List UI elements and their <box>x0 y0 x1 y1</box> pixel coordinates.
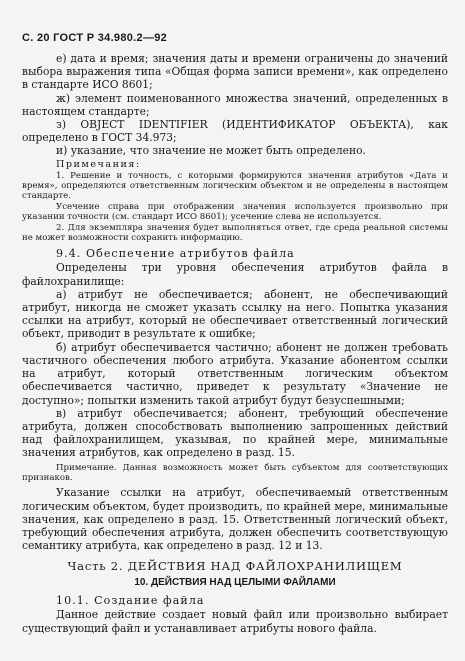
section-heading-9-4: 9.4. Обеспечение атрибутов файла <box>56 247 295 261</box>
section-closing: Указание ссылки на атрибут, обеспечиваемый ответственным логическим объектом, будет производить, по крайней мере, минимальные значения, как определено в разд. 15. Ответственный логический объект, требующий обеспечения атрибута, должен обеспечить соответствующую семантику атрибута, как определено в разд. 12 и 13. <box>22 486 448 553</box>
level-a: а) атрибут не обеспечивается; абонент, не обеспечивающий атрибут, никогда не сможет указать ссылку на него. Попытка указания ссылки на атрибут, который не обеспечивает ответственный логический объект, приводит в результате к ошибке; <box>22 287 448 341</box>
page-header: С. 20 ГОСТ Р 34.980.2—92 <box>22 32 168 44</box>
chapter-heading: 10. ДЕЙСТВИЯ НАД ЦЕЛЫМИ ФАЙЛАМИ <box>134 577 336 589</box>
list-item-zh: ж) элемент поименованного множества значений, определенных в настоящем стандарте; <box>22 91 448 118</box>
list-item-z: з) OBJECT IDENTIFIER (ИДЕНТИФИКАТОР ОБЪЕКТА), как определено в ГОСТ 34.973; <box>22 118 448 145</box>
notes-label: Примечания: <box>56 158 141 170</box>
list-item-i: и) указание, что значение не может быть определено. <box>56 144 366 158</box>
part-heading: Часть 2. ДЕЙСТВИЯ НАД ФАЙЛОХРАНИЛИЩЕМ <box>67 559 403 574</box>
level-b: б) атрибут обеспечивается частично; абонент не должен требовать частичного обеспечения любого атрибута. Указание абонентом ссылки на атрибут, который ответственным логическим объектом обеспечивается частично, приведет к результату «Значение не доступно»; попытки изменить такой атрибут будут безуспешными; <box>22 340 448 407</box>
note-2: 2. Для экземпляра значения будет выполняться ответ, где среда реальной системы не может возможности сохранить информацию. <box>22 222 448 244</box>
section-intro: Определены три уровня обеспечения атрибутов файла в файлохранилище: <box>22 261 448 288</box>
page-content <box>22 52 448 635</box>
subsection-text: Данное действие создает новый файл или произвольно выбирает существующий файл и устанавливает атрибуты нового файла. <box>22 608 448 635</box>
subsection-heading-10-1: 10.1. Создание файла <box>56 594 205 608</box>
section-note: Примечание. Данная возможность может быть субъектом для соответствующих признаков. <box>22 462 448 483</box>
note-1: 1. Решение и точность, с которыми формируются значения атрибутов «Дата и время», определяются ответственным логическим объектом и не определены в настоящем стандарте. <box>22 170 448 202</box>
note-1-continued: Усечение справа при отображении значения используется произвольно при указании точности (см. стандарт ИСО 8601); усечение слева не используется. <box>22 201 448 223</box>
level-v: в) атрибут обеспечивается; абонент, требующий обеспечение атрибута, должен способствовать выполнению запрошенных действий над файлохранилищем, указывая, по крайней мере, минимальные значения атрибутов, как определено в разд. 15. <box>22 406 448 460</box>
list-item-e: е) дата и время; значения даты и времени ограничены до значений выбора выражения типа «Общая форма записи времени», как определено в стандарте ИСО 8601; <box>22 52 448 92</box>
